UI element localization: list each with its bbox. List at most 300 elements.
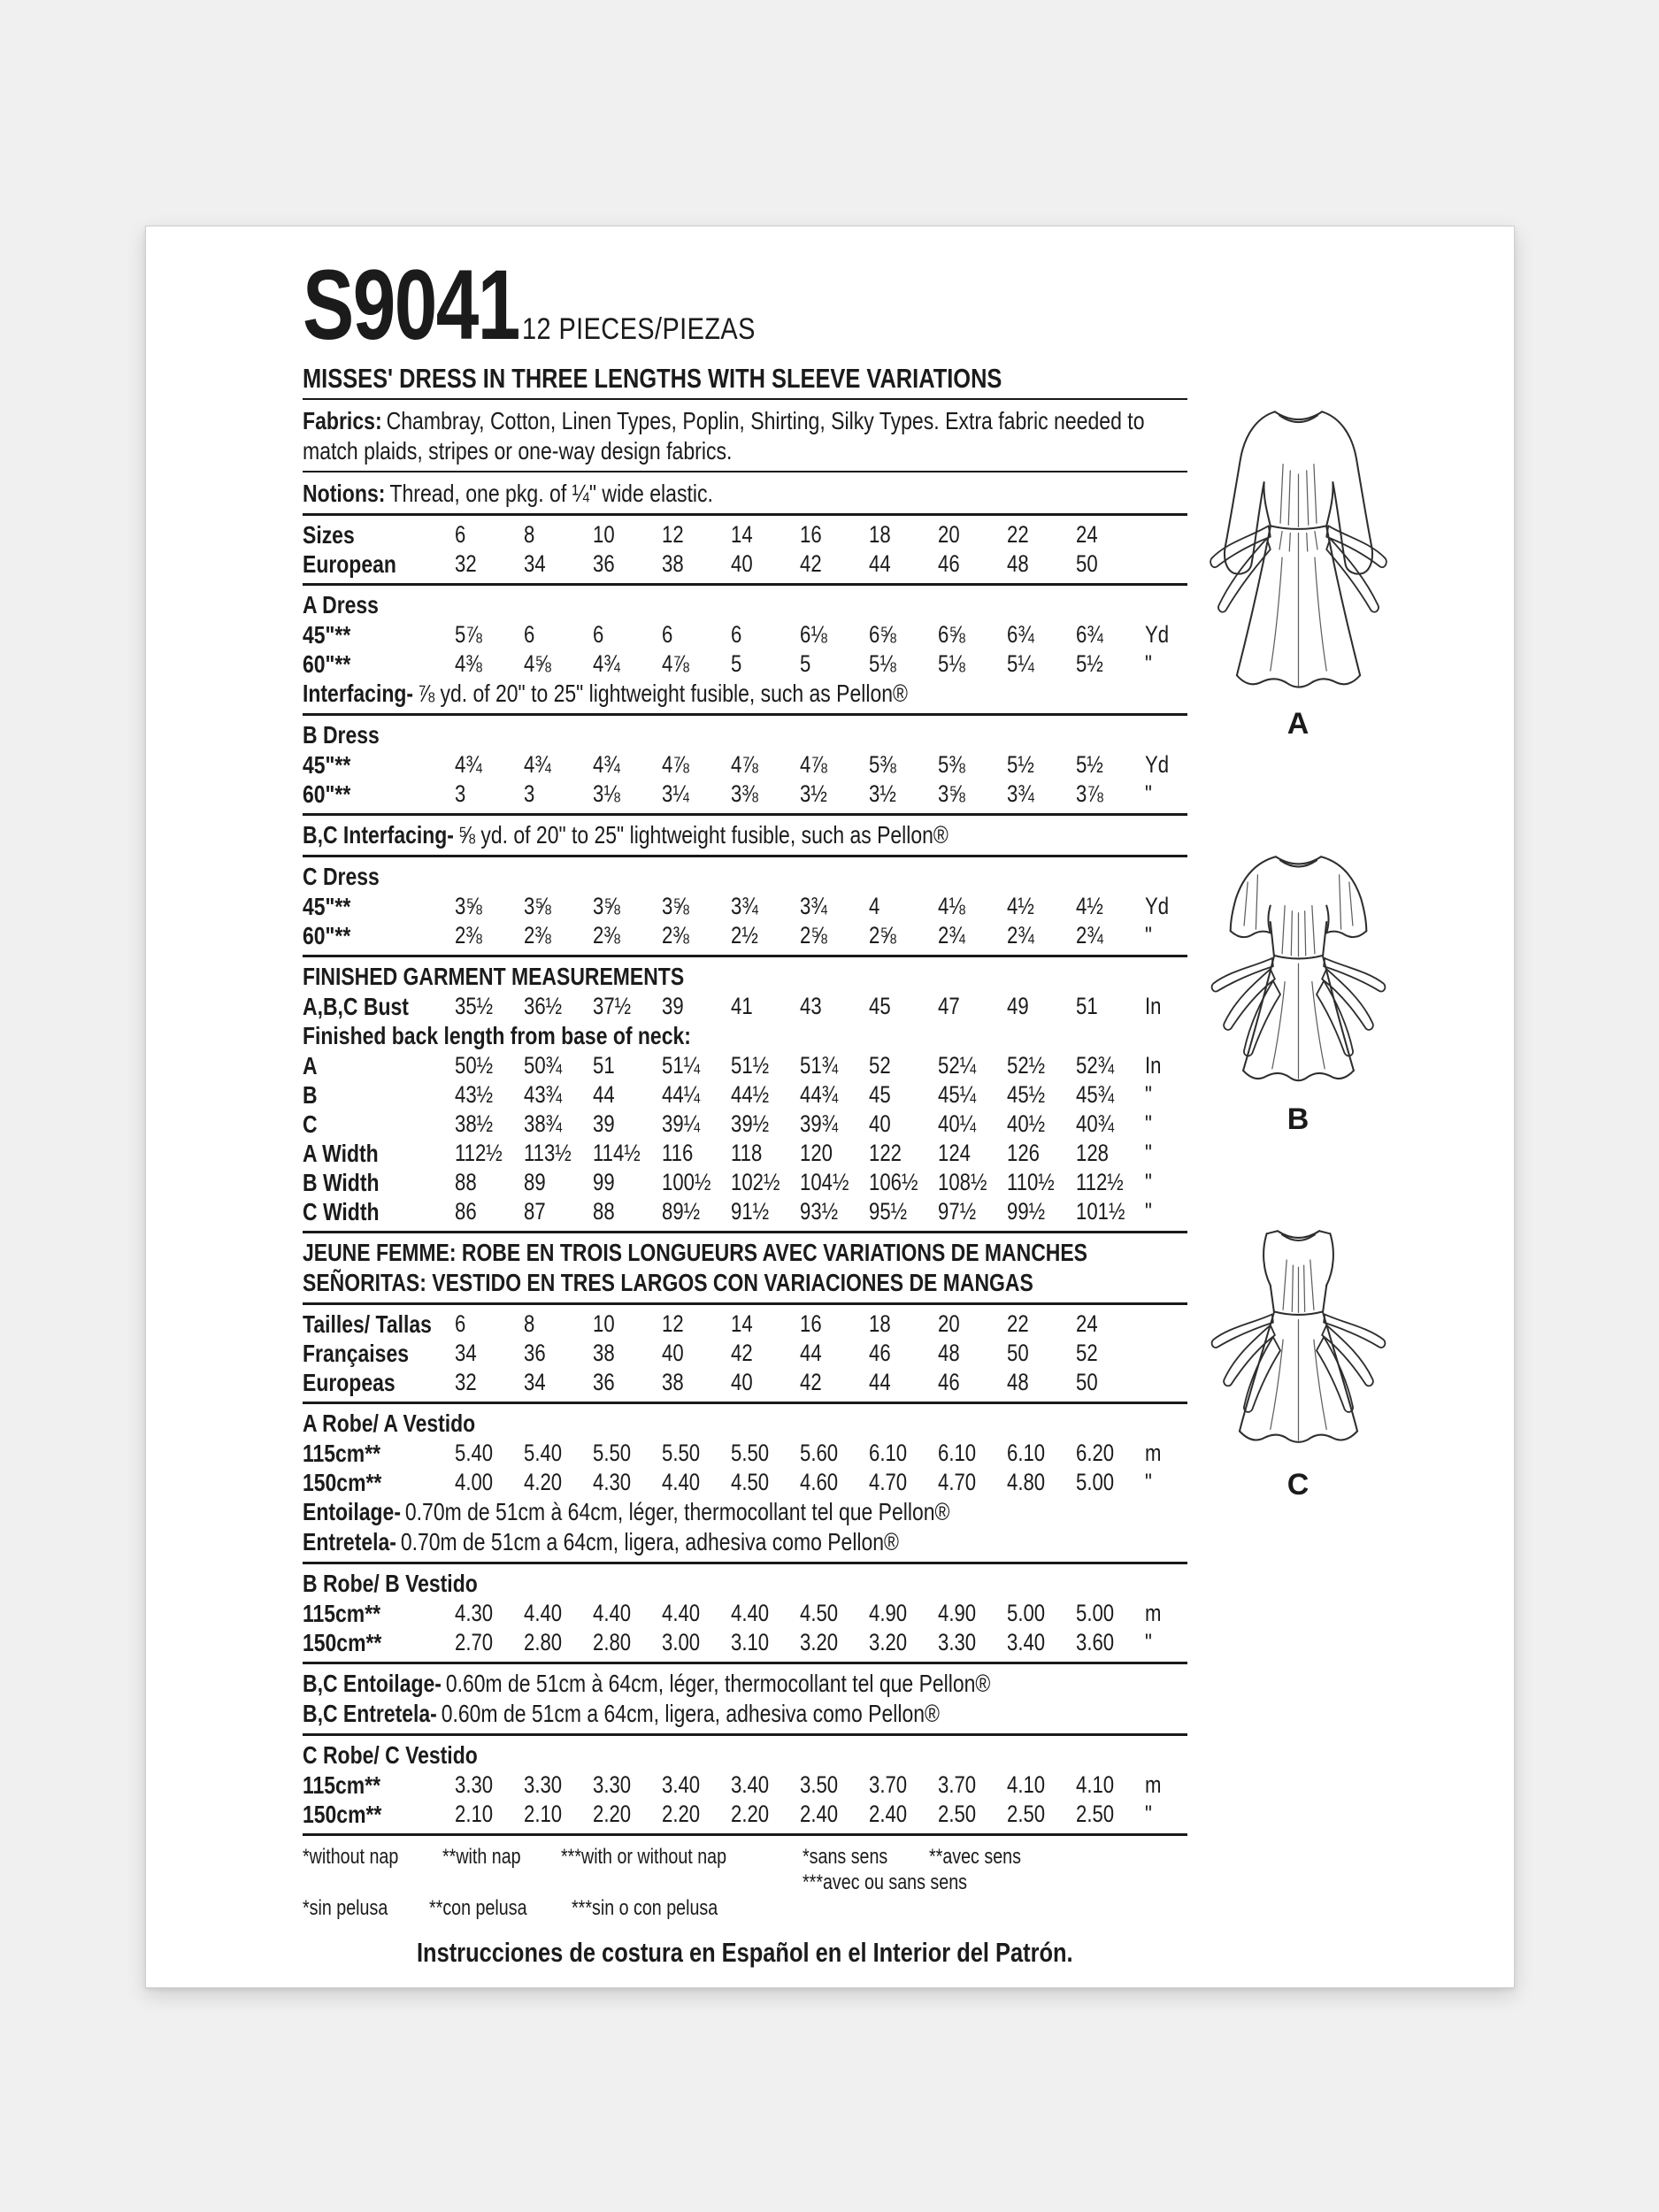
- value: 45: [869, 1081, 891, 1108]
- value: 52¾: [1076, 1052, 1115, 1079]
- value-cell: [593, 1110, 662, 1139]
- note-text: 0.70m de 51cm à 64cm, léger, thermocollant tel que Pellon®: [404, 1498, 950, 1525]
- unit-cell: [1145, 520, 1187, 549]
- value-cell: [593, 1368, 662, 1397]
- row-label-cell: [303, 520, 455, 549]
- value: 5.50: [662, 1440, 701, 1466]
- value: 124: [938, 1140, 971, 1166]
- value: 45¾: [1076, 1081, 1115, 1108]
- row-label-cell: [303, 921, 455, 950]
- unit-cell: [1145, 750, 1187, 780]
- value: 6.10: [869, 1440, 908, 1466]
- value-cell: [938, 1800, 1007, 1829]
- value-cell: [524, 1080, 593, 1110]
- row-label: B Width: [303, 1169, 380, 1196]
- value: 114½: [593, 1140, 641, 1166]
- value-cell: [593, 1168, 662, 1197]
- table-row: [303, 1110, 1187, 1139]
- value-cell: [869, 649, 938, 679]
- value: 51: [1076, 993, 1098, 1019]
- row-label: 45"**: [303, 893, 351, 920]
- row-label: 115cm**: [303, 1440, 381, 1467]
- value: 32: [455, 550, 477, 577]
- value-cell: [662, 1439, 731, 1468]
- value: 4¾: [524, 751, 551, 778]
- note-text: 0.60m de 51cm à 64cm, léger, thermocollant tel que Pellon®: [445, 1670, 991, 1697]
- value-cell: [455, 1800, 524, 1829]
- value-cell: [455, 1051, 524, 1080]
- row-label-cell: [303, 1439, 455, 1468]
- value-cell: [1007, 1770, 1076, 1800]
- value-cell: [455, 780, 524, 809]
- value-cell: [662, 1770, 731, 1800]
- value-cell: [938, 520, 1007, 549]
- footnote-item: **con pelusa: [429, 1896, 527, 1920]
- value-cell: [662, 1599, 731, 1628]
- value-cell: [524, 1800, 593, 1829]
- value-cell: [593, 1051, 662, 1080]
- value: 20: [938, 521, 960, 548]
- note-label: Entoilage-: [303, 1498, 401, 1525]
- value-cell: [1076, 649, 1145, 679]
- pattern-description-heading: MISSES' DRESS IN THREE LENGTHS WITH SLEEVE VARIATIONS: [303, 363, 1002, 394]
- value-cell: [938, 649, 1007, 679]
- note-line: [303, 1527, 1187, 1557]
- value: 44¾: [800, 1081, 839, 1108]
- unit-cell: [1145, 1628, 1187, 1657]
- table-row: [303, 1368, 1187, 1397]
- value-cell: [593, 921, 662, 950]
- row-label: 60"**: [303, 922, 351, 949]
- table-row: [303, 1339, 1187, 1368]
- value: 5: [731, 650, 742, 677]
- value: 112½: [1076, 1169, 1124, 1195]
- value: 3: [455, 780, 466, 807]
- value: 5⅜: [869, 751, 896, 778]
- note-label: B,C Entretela-: [303, 1700, 437, 1727]
- unit-cell: [1145, 1080, 1187, 1110]
- value-cell: [869, 520, 938, 549]
- table-row: [303, 1310, 1187, 1339]
- value-cell: [938, 1439, 1007, 1468]
- value-cell: [869, 1800, 938, 1829]
- value: 4.50: [731, 1469, 770, 1495]
- value: 4⅞: [662, 751, 689, 778]
- value-cell: [455, 1368, 524, 1397]
- value: 2⅜: [455, 922, 482, 949]
- value: 4.10: [1007, 1771, 1046, 1798]
- value-cell: [938, 1599, 1007, 1628]
- notions-text: Thread, one pkg. of ¼" wide elastic.: [389, 480, 713, 507]
- section-header: [303, 962, 1187, 992]
- value-cell: [1007, 1628, 1076, 1657]
- table-row: [303, 780, 1187, 809]
- row-label-cell: [303, 1368, 455, 1397]
- value-cell: [524, 620, 593, 649]
- value: 8: [524, 521, 535, 548]
- value-cell: [455, 750, 524, 780]
- value: 3.70: [869, 1771, 908, 1798]
- value: 44: [869, 550, 891, 577]
- value-cell: [869, 620, 938, 649]
- value-cell: [455, 1110, 524, 1139]
- section-header-label: SEÑORITAS: VESTIDO EN TRES LARGOS CON VARIACIONES DE MANGAS: [303, 1269, 1033, 1296]
- value: 52½: [1007, 1052, 1046, 1079]
- value-cell: [455, 549, 524, 579]
- spanish-instructions-note: Instrucciones de costura en Español en el Interior del Patrón.: [416, 1937, 1073, 1968]
- value-cell: [938, 1139, 1007, 1168]
- value-cell: [800, 1770, 869, 1800]
- value-cell: [524, 549, 593, 579]
- note-text: 0.60m de 51cm a 64cm, ligera, adhesiva como Pellon®: [441, 1700, 940, 1727]
- value-cell: [1007, 520, 1076, 549]
- value: 2⅜: [593, 922, 620, 949]
- section-header-label: C Dress: [303, 863, 380, 890]
- value-cell: [662, 1468, 731, 1497]
- value-cell: [1076, 780, 1145, 809]
- value: 4.10: [1076, 1771, 1115, 1798]
- row-label-cell: [303, 1310, 455, 1339]
- row-label: 150cm**: [303, 1469, 382, 1496]
- unit-cell: [1145, 1599, 1187, 1628]
- unit: In: [1145, 1052, 1162, 1079]
- value: 5.40: [524, 1440, 563, 1466]
- value-cell: [524, 1439, 593, 1468]
- value: 34: [524, 1369, 546, 1395]
- value-cell: [662, 921, 731, 950]
- value-cell: [938, 992, 1007, 1021]
- value: 3.00: [662, 1629, 701, 1655]
- value: 45¼: [938, 1081, 977, 1108]
- value: 2¾: [1076, 922, 1103, 949]
- value: 128: [1076, 1140, 1109, 1166]
- value: 2⅝: [869, 922, 896, 949]
- value-cell: [800, 620, 869, 649]
- row-label-cell: [303, 1628, 455, 1657]
- note-text: 0.70m de 51cm a 64cm, ligera, adhesiva como Pellon®: [400, 1528, 899, 1555]
- value: 87: [524, 1198, 546, 1225]
- value-cell: [593, 649, 662, 679]
- value: 4¾: [593, 650, 620, 677]
- value: 12: [662, 1310, 684, 1337]
- unit: ": [1145, 1140, 1152, 1166]
- value-cell: [1076, 1139, 1145, 1168]
- unit: ": [1145, 1110, 1152, 1137]
- value-cell: [455, 1339, 524, 1368]
- unit: ": [1145, 1198, 1152, 1225]
- unit-cell: [1145, 1139, 1187, 1168]
- value: 3⅜: [731, 780, 758, 807]
- value-cell: [731, 1439, 800, 1468]
- value-cell: [800, 1197, 869, 1226]
- value-cell: [731, 1168, 800, 1197]
- value: 38: [662, 550, 684, 577]
- value: 4.40: [731, 1600, 770, 1626]
- unit-cell: [1145, 1339, 1187, 1368]
- note-content: [303, 1527, 899, 1557]
- value-cell: [800, 1599, 869, 1628]
- value: 43½: [455, 1081, 494, 1108]
- value: 44: [800, 1340, 822, 1366]
- value-cell: [938, 750, 1007, 780]
- value: 101½: [1076, 1198, 1125, 1225]
- value-cell: [524, 1770, 593, 1800]
- value: 4.30: [455, 1600, 494, 1626]
- value-cell: [869, 1168, 938, 1197]
- value: 16: [800, 521, 822, 548]
- value: 3⅝: [938, 780, 965, 807]
- value-cell: [593, 620, 662, 649]
- value: 3.70: [938, 1771, 977, 1798]
- unit-cell: [1145, 620, 1187, 649]
- unit-cell: [1145, 1051, 1187, 1080]
- value: 4⅞: [800, 751, 827, 778]
- value: 106½: [869, 1169, 918, 1195]
- value-cell: [1007, 921, 1076, 950]
- value: 6: [455, 1310, 466, 1337]
- value: 5½: [1076, 650, 1103, 677]
- value: 4½: [1007, 893, 1034, 919]
- value-cell: [800, 1800, 869, 1829]
- value: 6¾: [1076, 621, 1103, 648]
- value-cell: [869, 1599, 938, 1628]
- section-header: [303, 1740, 1187, 1770]
- note-content: [303, 820, 949, 850]
- unit: Yd: [1145, 893, 1170, 919]
- value-cell: [662, 1168, 731, 1197]
- row-label-cell: [303, 1468, 455, 1497]
- value: 4.70: [869, 1469, 908, 1495]
- value: 10: [593, 1310, 615, 1337]
- value-cell: [1007, 892, 1076, 921]
- unit: ": [1145, 1469, 1152, 1495]
- value: 4.70: [938, 1469, 977, 1495]
- value: 24: [1076, 1310, 1098, 1337]
- fabrics-paragraph: [303, 406, 1190, 466]
- value-cell: [524, 1339, 593, 1368]
- value: 88: [593, 1198, 615, 1225]
- value-cell: [662, 780, 731, 809]
- row-label-cell: [303, 1800, 455, 1829]
- value: 99: [593, 1169, 615, 1195]
- value-cell: [938, 1339, 1007, 1368]
- unit: ": [1145, 1801, 1152, 1827]
- value: 99½: [1007, 1198, 1046, 1225]
- value-cell: [593, 549, 662, 579]
- value-cell: [662, 620, 731, 649]
- value: 39: [662, 993, 684, 1019]
- table-rule: [303, 713, 1187, 716]
- value: 12: [662, 521, 684, 548]
- divider: [303, 513, 1187, 516]
- value-cell: [731, 1139, 800, 1168]
- section-header-label: Finished back length from base of neck:: [303, 1022, 691, 1049]
- fabrics-text: Chambray, Cotton, Linen Types, Poplin, Shirting, Silky Types. Extra fabric needed to match plaids, stripes or one-way design fabrics.: [303, 407, 1145, 465]
- note-text: ⅝ yd. of 20" to 25" lightweight fusible, such as Pellon®: [457, 821, 949, 849]
- value: 51¼: [662, 1052, 701, 1079]
- value-cell: [1007, 1599, 1076, 1628]
- value-cell: [662, 1139, 731, 1168]
- value-cell: [869, 1439, 938, 1468]
- value-cell: [455, 1468, 524, 1497]
- value-cell: [800, 1139, 869, 1168]
- value-cell: [593, 1339, 662, 1368]
- unit: ": [1145, 780, 1152, 807]
- row-label-cell: [303, 1080, 455, 1110]
- value: 46: [938, 1369, 960, 1395]
- row-label-cell: [303, 1339, 455, 1368]
- value-cell: [938, 1168, 1007, 1197]
- value-cell: [593, 520, 662, 549]
- dress-a-label: A: [1286, 706, 1310, 741]
- value-cell: [1007, 549, 1076, 579]
- value-cell: [869, 1080, 938, 1110]
- value: 40: [869, 1110, 891, 1137]
- row-label: 150cm**: [303, 1629, 382, 1656]
- value-cell: [662, 1051, 731, 1080]
- value: 39½: [731, 1110, 770, 1137]
- value-cell: [869, 921, 938, 950]
- note-line: [303, 820, 1187, 850]
- value-cell: [938, 892, 1007, 921]
- value-cell: [1076, 1628, 1145, 1657]
- value-cell: [731, 549, 800, 579]
- row-label: A Width: [303, 1140, 379, 1167]
- value-cell: [524, 921, 593, 950]
- value: 4½: [1076, 893, 1103, 919]
- row-label-cell: [303, 1139, 455, 1168]
- table-row: [303, 1439, 1187, 1468]
- unit: Yd: [1145, 621, 1170, 648]
- value: 5.00: [1076, 1600, 1115, 1626]
- row-label-cell: [303, 780, 455, 809]
- row-label: Tailles/ Tallas: [303, 1310, 432, 1338]
- value: 4¾: [593, 751, 620, 778]
- value: 3½: [800, 780, 827, 807]
- value: 36: [593, 550, 615, 577]
- value: 38: [662, 1369, 684, 1395]
- row-label: 115cm**: [303, 1771, 381, 1799]
- row-label: C: [303, 1110, 318, 1138]
- note-label: Entretela-: [303, 1528, 396, 1555]
- row-label-cell: [303, 1110, 455, 1139]
- value-cell: [1076, 921, 1145, 950]
- unit: m: [1145, 1600, 1162, 1626]
- unit-cell: [1145, 780, 1187, 809]
- value-cell: [800, 892, 869, 921]
- table-row: [303, 1599, 1187, 1628]
- footnote-spanish: [303, 1895, 803, 1921]
- value: 5.00: [1076, 1469, 1115, 1495]
- value-cell: [662, 520, 731, 549]
- value-cell: [524, 649, 593, 679]
- unit-cell: [1145, 549, 1187, 579]
- table-row: [303, 1168, 1187, 1197]
- value-cell: [1007, 1139, 1076, 1168]
- value: 35½: [455, 993, 494, 1019]
- value-cell: [938, 1310, 1007, 1339]
- value: 3⅛: [593, 780, 620, 807]
- value: 108½: [938, 1169, 987, 1195]
- value-cell: [731, 1628, 800, 1657]
- value: 3.20: [800, 1629, 839, 1655]
- note-content: [303, 679, 908, 709]
- value-cell: [731, 1468, 800, 1497]
- value: 14: [731, 1310, 753, 1337]
- value-cell: [455, 1197, 524, 1226]
- note-line: [303, 1699, 1187, 1729]
- value-cell: [1076, 1339, 1145, 1368]
- unit-cell: [1145, 649, 1187, 679]
- value-cell: [800, 1439, 869, 1468]
- value-cell: [524, 992, 593, 1021]
- value-cell: [731, 1368, 800, 1397]
- unit: ": [1145, 1081, 1152, 1108]
- value: 3⅞: [1076, 780, 1103, 807]
- value-cell: [800, 1168, 869, 1197]
- value-cell: [1076, 1770, 1145, 1800]
- value-cell: [800, 1368, 869, 1397]
- row-label-cell: [303, 1051, 455, 1080]
- footnote-item: *sans sens: [803, 1845, 888, 1869]
- table-row: [303, 1080, 1187, 1110]
- row-label: 60"**: [303, 780, 351, 808]
- value-cell: [938, 1080, 1007, 1110]
- value: 89: [524, 1169, 546, 1195]
- value-cell: [1076, 1051, 1145, 1080]
- section-header: [303, 1021, 1187, 1051]
- value-cell: [524, 1368, 593, 1397]
- value-cell: [1007, 1110, 1076, 1139]
- row-label-cell: [303, 620, 455, 649]
- footnote-item: ***with or without nap: [561, 1845, 727, 1869]
- value: 38: [593, 1340, 615, 1366]
- section-header: [303, 1238, 1187, 1268]
- value: 97½: [938, 1198, 977, 1225]
- unit: Yd: [1145, 751, 1170, 778]
- section-header-label: B Dress: [303, 721, 380, 749]
- footnote-spacer: [803, 1895, 1187, 1921]
- value: 3.40: [1007, 1629, 1046, 1655]
- value-cell: [869, 1468, 938, 1497]
- value-cell: [455, 1439, 524, 1468]
- value: 6¾: [1007, 621, 1034, 648]
- value: 41: [731, 993, 753, 1019]
- value-cell: [731, 1080, 800, 1110]
- value-cell: [800, 1110, 869, 1139]
- value-cell: [1076, 549, 1145, 579]
- value: 4.60: [800, 1469, 839, 1495]
- value-cell: [662, 1339, 731, 1368]
- value-cell: [1076, 750, 1145, 780]
- value-cell: [731, 1599, 800, 1628]
- value: 18: [869, 1310, 891, 1337]
- value-cell: [800, 1468, 869, 1497]
- value-cell: [1076, 520, 1145, 549]
- value-cell: [455, 520, 524, 549]
- row-label: C Width: [303, 1198, 380, 1225]
- value-cell: [800, 992, 869, 1021]
- value: 2½: [731, 922, 758, 949]
- value-cell: [455, 649, 524, 679]
- value-cell: [662, 1628, 731, 1657]
- section-header: [303, 1268, 1187, 1298]
- value-cell: [455, 1770, 524, 1800]
- value-cell: [938, 780, 1007, 809]
- unit: In: [1145, 993, 1162, 1019]
- value: 4⅞: [731, 751, 758, 778]
- value: 40: [731, 1369, 753, 1395]
